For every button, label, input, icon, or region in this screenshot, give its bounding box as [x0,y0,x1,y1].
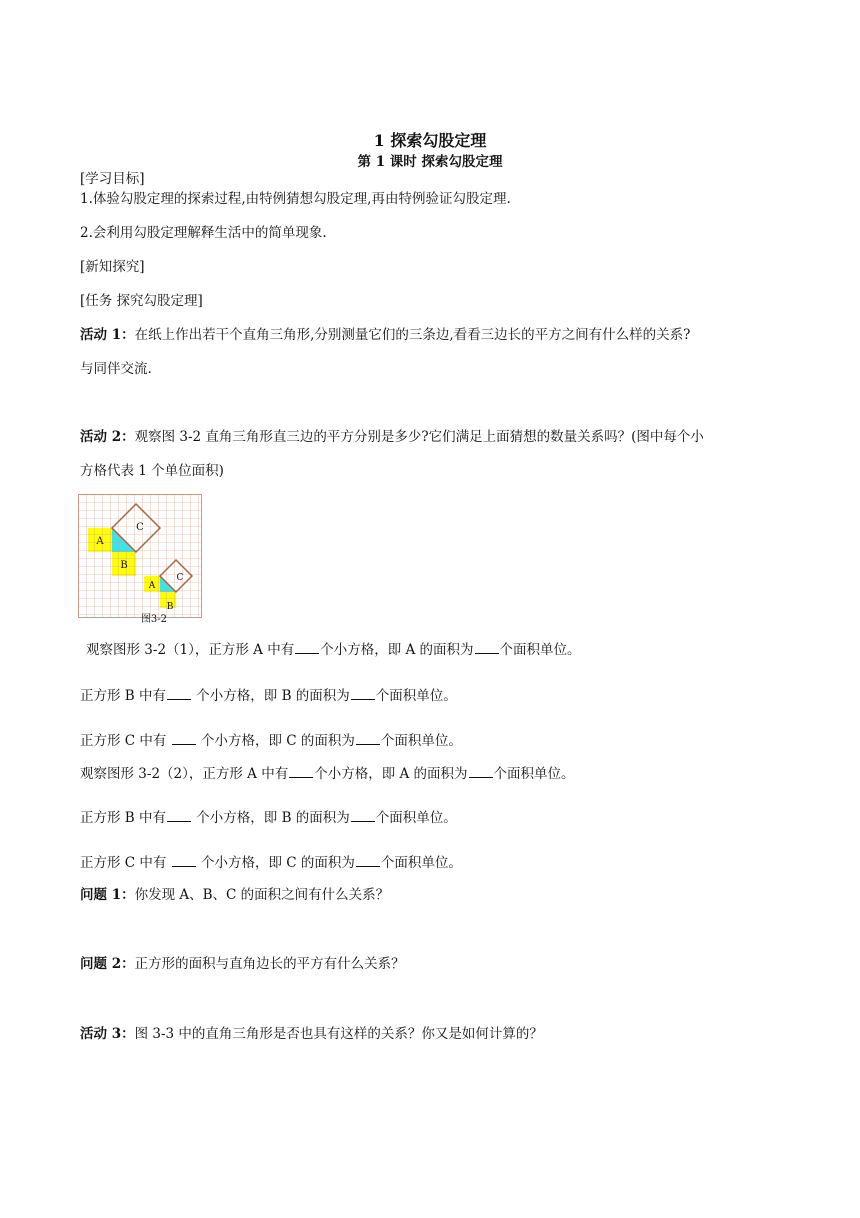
objective-1: 1.体验勾股定理的探索过程,由特例猜想勾股定理,再由特例验证勾股定理. [80,191,511,207]
task-heading: [任务 探究勾股定理] [80,293,203,309]
label-a-2: A [148,581,156,591]
activity-3-label: 活动 3： [80,1026,135,1042]
objectives-heading: [学习目标] [80,171,145,187]
blank [167,686,191,700]
lesson-title: 1 探索勾股定理 [373,131,487,150]
blank [475,640,499,654]
activity-3 [80,1025,543,1043]
fill-text: 正方形 C 中有 [80,855,171,871]
activity-1-text: 在纸上作出若干个直角三角形,分别测量它们的三条边,看看三边长的平方之间有什么样的关系? [134,327,691,343]
blank [469,764,493,778]
fill-text: 个面积单位。 [375,810,457,826]
fill-line-fig2-a [80,764,575,783]
blank [351,686,375,700]
question-1 [80,886,389,904]
activity-2-label: 活动 2： [80,429,135,445]
blank [167,808,191,822]
fill-text: 个小方格，即 B 的面积为 [192,810,350,826]
fill-text: 个小方格，即 C 的面积为 [196,733,355,749]
blank [289,764,313,778]
activity-1-text-cont: 与同伴交流. [80,361,152,377]
fill-text: 个面积单位。 [375,688,457,704]
lesson-subtitle: 第 1 课时 探索勾股定理 [357,154,503,170]
blank [172,853,196,867]
fill-text: 正方形 B 中有 [80,688,167,704]
label-a-1: A [96,536,104,547]
fill-text: 观察图形 3-2（2），正方形 A 中有 [80,766,289,782]
fill-line-fig1-b [80,686,457,705]
fill-text: 个面积单位。 [380,733,462,749]
fill-text: 个小方格，即 A 的面积为 [314,766,468,782]
activity-1-label: 活动 1： [80,327,135,343]
fill-text: 观察图形 3-2（1），正方形 A 中有 [86,642,295,658]
blank [356,731,380,745]
grid [78,494,202,618]
blank [172,731,196,745]
explore-heading: [新知探究] [80,259,145,275]
fill-text: 个小方格，即 A 的面积为 [320,642,474,658]
question-1-label: 问题 1： [80,887,135,903]
blank [295,640,319,654]
fill-line-fig2-c [80,853,462,872]
fill-text: 个面积单位。 [499,642,581,658]
question-2-label: 问题 2： [80,956,135,972]
fill-text: 个面积单位。 [380,855,462,871]
activity-1 [80,326,690,344]
fill-text: 正方形 B 中有 [80,810,167,826]
question-1-text: 你发现 A、B、C 的面积之间有什么关系？ [134,887,390,903]
fill-line-fig1-a [86,640,581,659]
figure-3-2 [78,494,204,624]
fill-line-fig2-b [80,808,457,827]
activity-2-text-cont: 方格代表 1 个单位面积) [80,463,224,479]
question-2 [80,955,405,973]
fill-text: 个小方格，即 B 的面积为 [192,688,350,704]
label-c-2: C [176,573,184,583]
label-b-2: B [166,602,174,612]
activity-2-text: 观察图 3-2 直角三角形直三边的平方分别是多少?它们满足上面猜想的数量关系吗？(图中每个小 [134,429,704,445]
question-2-text: 正方形的面积与直角边长的平方有什么关系？ [134,956,405,972]
label-b-1: B [120,560,128,571]
figure-caption: 图3-2 [140,614,168,624]
fill-line-fig1-c [80,731,462,750]
fill-text: 个小方格，即 C 的面积为 [196,855,355,871]
activity-2 [80,428,704,446]
blank [351,808,375,822]
activity-3-text: 图 3-3 中的直角三角形是否也具有这样的关系？你又是如何计算的？ [134,1026,543,1042]
objective-2: 2.会利用勾股定理解释生活中的简单现象. [80,225,327,241]
fill-text: 正方形 C 中有 [80,733,171,749]
blank [356,853,380,867]
fill-text: 个面积单位。 [493,766,575,782]
label-c-1: C [136,522,144,533]
